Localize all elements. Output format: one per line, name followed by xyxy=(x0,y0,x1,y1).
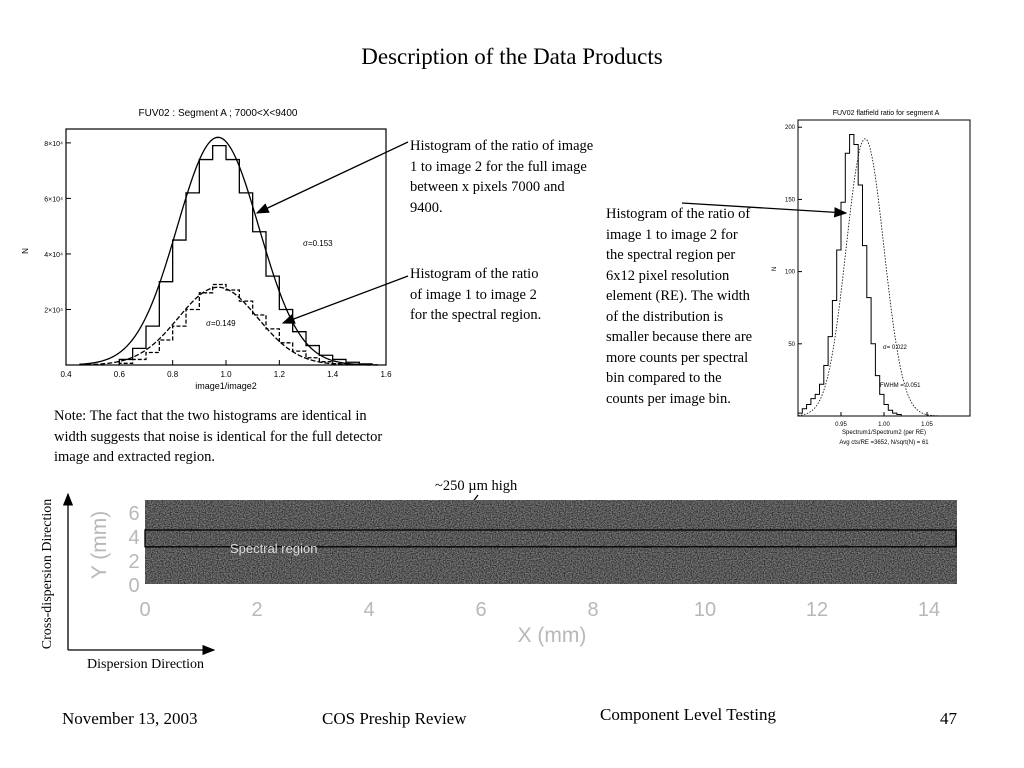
arrow-per-re xyxy=(682,203,846,213)
y-axis-label: N xyxy=(772,266,778,272)
x-tick-label: 1.0 xyxy=(220,370,232,379)
x-tick-label: 0.95 xyxy=(835,422,847,428)
spectral-region-label: Spectral region xyxy=(230,541,318,556)
x-tick-label: 0.6 xyxy=(113,370,125,379)
x-tick-label: 1.2 xyxy=(273,370,285,379)
sigma-annotation-full: σ=0.153 xyxy=(303,239,333,248)
x-tick-label: 0.4 xyxy=(60,370,72,379)
y-tick-label: 4×10⁴ xyxy=(44,251,63,259)
y-tick-label: 50 xyxy=(788,341,795,348)
y-axis-label: Y (mm) xyxy=(88,510,111,580)
x-axis-subtitle: Avg cts/RE =3652, N/sqrt(N) = 61 xyxy=(839,440,929,446)
y-tick-label: 0 xyxy=(128,575,140,597)
sigma-annotation-spectral: σ=0.149 xyxy=(206,319,236,328)
y-tick-label: 8×10⁴ xyxy=(44,140,63,148)
x-tick-label: 1.05 xyxy=(921,422,933,428)
sigma-annotation: σ= 0.022 xyxy=(883,345,907,351)
x-tick-label: 1.4 xyxy=(327,370,339,379)
footer-page-number: 47 xyxy=(940,709,957,728)
chart-title: FUV02 flatfield ratio for segment A xyxy=(832,110,940,117)
fwhm-annotation: FWHM = 0.051 xyxy=(880,383,921,389)
y-axis-label: N xyxy=(21,248,30,254)
x-axis-label: X (mm) xyxy=(517,624,587,647)
footer-date: November 13, 2003 xyxy=(62,709,198,728)
y-tick-label: 200 xyxy=(784,125,795,132)
footer-section: Component Level Testing xyxy=(600,705,777,724)
caption-spectral-region: Histogram of the ratio of image 1 to image 2 for the spectral region. xyxy=(410,266,542,323)
x-tick-label: 0.8 xyxy=(167,370,179,379)
footer-event: COS Preship Review xyxy=(322,709,467,728)
x-tick-label: 0 xyxy=(139,599,151,621)
slide-title: Description of the Data Products xyxy=(361,44,663,69)
x-tick-label: 2 xyxy=(251,599,263,621)
cross-dispersion-label: Cross-dispersion Direction xyxy=(40,498,55,650)
x-axis-label: image1/image2 xyxy=(195,381,257,391)
x-tick-label: 6 xyxy=(475,599,487,621)
caption-per-re: Histogram of the ratio of image 1 to image 2 for the spectral region per 6x12 pixel resolution element (RE). The width of the distribution is smaller because there are more counts per spectral bin compared to the counts per image bin. xyxy=(606,206,753,407)
arrow-full-image xyxy=(257,142,408,213)
y-tick-label: 4 xyxy=(128,527,140,549)
y-tick-label: 2 xyxy=(128,551,140,573)
x-tick-label: 4 xyxy=(363,599,375,621)
x-tick-label: 1.00 xyxy=(878,422,890,428)
chart-title: FUV02 : Segment A ; 7000<X<9400 xyxy=(138,108,298,119)
y-tick-label: 6 xyxy=(128,503,140,525)
y-tick-label: 150 xyxy=(784,197,795,204)
caption-note: Note: The fact that the two histograms are identical in width suggests that noise is identical for the full detector image and extracted region. xyxy=(54,408,383,465)
x-tick-label: 1.6 xyxy=(380,370,392,379)
x-tick-label: 12 xyxy=(805,599,829,621)
x-tick-label: 10 xyxy=(693,599,717,621)
caption-full-image: Histogram of the ratio of image 1 to image 2 for the full image between x pixels 7000 and 9400. xyxy=(410,138,594,216)
y-tick-label: 6×10⁴ xyxy=(44,196,63,204)
x-tick-label: 14 xyxy=(917,599,941,621)
y-tick-label: 100 xyxy=(784,269,795,276)
height-label: ~250 µm high xyxy=(435,478,518,494)
y-tick-label: 2×10⁴ xyxy=(44,307,63,315)
detector-image-plot xyxy=(82,490,982,655)
x-axis-label: Spectrum1/Spectrum2 (per RE) xyxy=(841,430,927,436)
arrow-spectral-region xyxy=(283,276,408,323)
x-tick-label: 8 xyxy=(587,599,599,621)
dispersion-label: Dispersion Direction xyxy=(87,657,205,672)
